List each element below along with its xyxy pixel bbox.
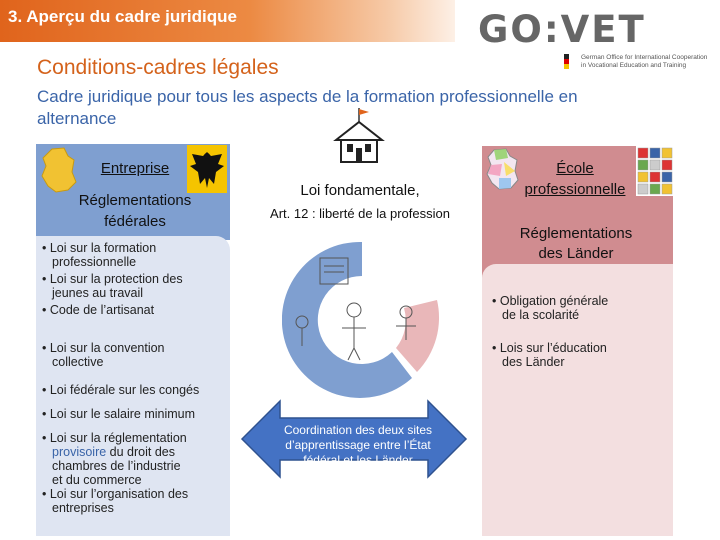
logo-wordmark: GO:VET — [478, 8, 646, 51]
laender-regulations-heading: Réglementations des Länder — [519, 225, 633, 262]
federal-eagle-icon — [186, 144, 228, 194]
school-building-icon — [332, 106, 386, 166]
school-heading: École professionnelle — [524, 160, 626, 198]
law-item: • Code de l’artisanat — [42, 303, 155, 317]
logo-line-2: in Vocational Education and Training — [581, 62, 687, 69]
law-item: • Loi sur l’organisation des entreprises — [42, 487, 189, 515]
provisional-highlight: provisoire — [52, 445, 107, 459]
federal-regulations-heading: Réglementations fédérales — [78, 192, 192, 230]
law-item: • Lois sur l’éducation des Länder — [492, 341, 607, 369]
logo-line-1: German Office for International Cooperation — [581, 54, 708, 61]
govet-logo — [478, 8, 708, 70]
law-item: • Loi sur la convention collective — [42, 341, 165, 369]
basic-law-heading: Loi fondamentale, — [300, 182, 420, 199]
logo-flag-bar — [564, 54, 569, 69]
page-subtitle: Cadre juridique pour tous les aspects de la formation professionnelle en alternance — [37, 87, 578, 128]
article-12-text: Art. 12 : liberté de la profession — [270, 206, 450, 221]
section-title: 3. Aperçu du cadre juridique — [8, 7, 237, 26]
coordination-ring-diagram — [282, 240, 442, 400]
federal-laws-list — [42, 241, 232, 515]
law-item: • Loi sur la formation professionnelle — [42, 241, 157, 269]
germany-map-icon — [38, 146, 78, 194]
laender-map-icon — [484, 148, 520, 190]
laender-laws-list — [492, 294, 670, 369]
page-title: Conditions-cadres légales — [37, 56, 279, 79]
coordination-text: Coordination des deux sites d’apprentissage entre l’État fédéral et les Länder — [283, 423, 433, 467]
law-item: • Loi sur le salaire minimum — [42, 407, 196, 421]
law-item: • Loi sur la protection des jeunes au travail — [42, 272, 183, 300]
law-item-chambers: • Loi sur la réglementation provisoire du droit des chambres de l’industrie et du commerce — [42, 431, 187, 487]
law-item: • Loi fédérale sur les congés — [42, 383, 200, 397]
enterprise-heading: Entreprise — [100, 160, 170, 177]
section-header — [0, 0, 455, 42]
state-coats-of-arms-icon — [636, 146, 674, 196]
law-item: • Obligation générale de la scolarité — [492, 294, 609, 322]
